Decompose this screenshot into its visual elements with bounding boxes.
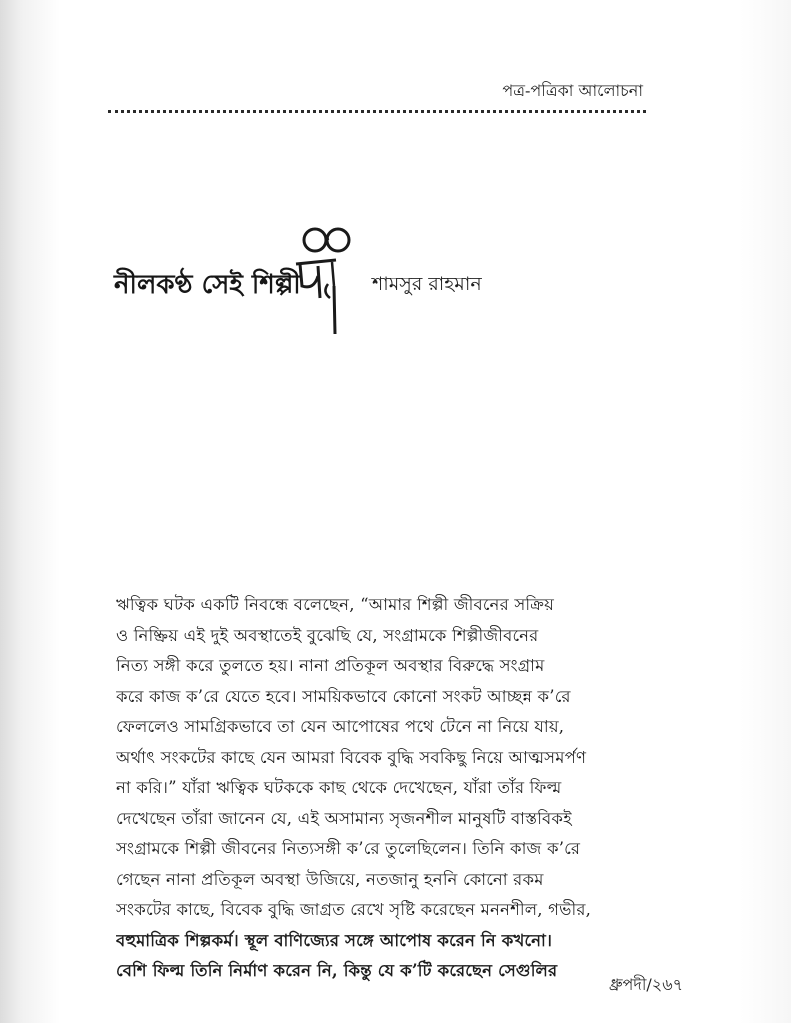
spectacles-emblem <box>288 226 358 356</box>
body-line: বহুমাত্রিক শিল্পকর্ম। স্থূল বাণিজ্যের সঙ্গে আপোষ করেন নি কখনো। <box>116 930 553 950</box>
body-line: দেখেছেন তাঁরা জানেন যে, এই অসামান্য সৃজনশীল মানুষটি বাস্তবিকই <box>116 808 572 828</box>
body-line: গেছেন নানা প্রতিকূল অবস্থা উজিয়ে, নতজানু হননি কোনো রকম <box>116 869 544 889</box>
article-title: নীলকণ্ঠ সেই শিল্পী <box>114 270 301 300</box>
body-line: সংগ্রামকে শিল্পী জীবনের নিত্যসঙ্গী ক’রে তুলেছিলেন। তিনি কাজ ক’রে <box>116 839 581 858</box>
article-body <box>116 590 648 987</box>
body-line: ঋত্বিক ঘটক একটি নিবন্ধে বলেছেন, “আমার শিল্পী জীবনের সক্রিয় <box>116 595 555 614</box>
body-line: করে কাজ ক’রে যেতে হবে। সাময়িকভাবে কোনো সংকট আচ্ছন্ন ক’রে <box>116 686 571 706</box>
body-line: না করি।” যাঁরা ঋত্বিক ঘটককে কাছ থেকে দেখেছেন, যাঁরা তাঁর ফিল্ম <box>116 778 562 797</box>
body-line: ফেললেও সামগ্রিকভাবে তা যেন আপোষের পথে টেনে না নিয়ে যায়, <box>116 717 565 736</box>
body-line: অর্থাৎ সংকটের কাছে যেন আমরা বিবেক বুদ্ধি সবকিছু নিয়ে আত্মসমর্পণ <box>116 747 587 767</box>
body-line: ও নিষ্ক্রিয় এই দুই অবস্থাতেই বুঝেছি যে, সংগ্রামকে শিল্পীজীবনের <box>116 625 539 645</box>
page-folio: ধ্রুপদী/২৬৭ <box>608 975 683 994</box>
body-line: নিত্য সঙ্গী করে তুলতে হয়। নানা প্রতিকূল অবস্থার বিরুদ্ধে সংগ্রাম <box>116 656 545 675</box>
body-line: বেশি ফিল্ম তিনি নির্মাণ করেন নি, কিন্তু যে ক’টি করেছেন সেগুলির <box>116 961 558 980</box>
header-dotted-rule <box>108 110 646 113</box>
running-head: পত্র-পত্রিকা আলোচনা <box>502 81 643 100</box>
article-author: শামসুর রাহমান <box>372 273 482 295</box>
body-line: সংকটের কাছে, বিবেক বুদ্ধি জাগ্রত রেখে সৃষ্টি করেছেন মননশীল, গভীর, <box>116 900 592 919</box>
article-heading <box>0 226 791 356</box>
